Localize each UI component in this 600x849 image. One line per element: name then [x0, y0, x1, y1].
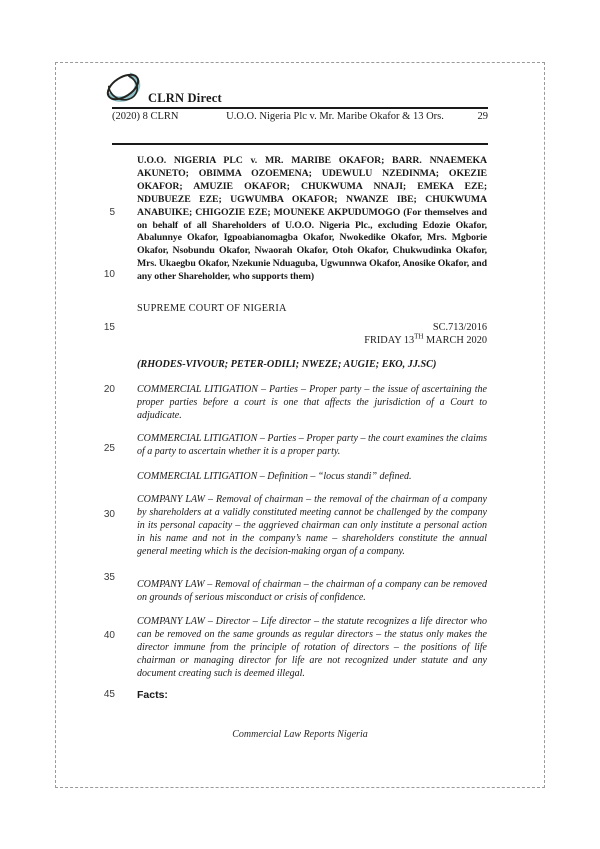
- line-number-5: 5: [109, 207, 115, 218]
- facts-heading: Facts:: [137, 689, 168, 701]
- line-number-20: 20: [103, 384, 115, 395]
- header-rule-top: [112, 107, 488, 109]
- case-caption: U.O.O. NIGERIA PLC v. MR. MARIBE OKAFOR; BARR. NNAEMEKA AKUNETO; OBIMMA OZOEMENA; UDEWULU NZEDINMA; OKEZIE OKAFOR; AMUZIE OKAFOR; CHUKWUMA NNAJI; EMEKA EZE; NDUBUEZE EZE; UGWUMBA OKAFOR; NWANZE IBE; CHUKWUMA ANABUIKE; CHIGOZIE EZE; MOUNEKE AKPUDUMOGO (For themselves and on behalf of all Shareholders of U.O.O. Nigeria Plc., excluding Edozie Okafor, Abalunnye Okafor, Igpoabianomagba Okafor, Nwokedike Okafor, Mrs. Mgborie Okafor, Nsobundu Okafor, Nwaorah Okafor, Otoh Okafor, Chukwudinka Okafor, Mrs. Ukaegbu Okafor, Nzekunie Nduaguba, Ugwunnwa Okafor, Anosike Okafor, and any other Shareholder, who supports them): [137, 155, 487, 283]
- line-number-25: 25: [103, 443, 115, 454]
- line-number-30: 30: [103, 509, 115, 520]
- hearing-date: FRIDAY 13TH MARCH 2020: [364, 332, 487, 346]
- footer-imprint: Commercial Law Reports Nigeria: [232, 729, 368, 740]
- suit-number: SC.713/2016: [432, 322, 487, 333]
- header-rule-bottom: [112, 143, 488, 145]
- page-border: [55, 62, 545, 788]
- headnote-paragraph: COMMERCIAL LITIGATION – Definition – “locus standi” defined.: [137, 471, 412, 482]
- headnote-paragraph: COMPANY LAW – Removal of chairman – the removal of the chairman of a company by shareholders at a validly constituted meeting cannot be challenged by the company in its personal capacity – the aggrieved chairman can only institute a personal action in his name and not in the company’s name – shareholders constitute the annual general meeting which is the decision-making organ of a company.: [137, 494, 487, 557]
- page-number: 29: [477, 111, 488, 122]
- report-citation: (2020) 8 CLRN: [112, 111, 179, 122]
- running-case-title: U.O.O. Nigeria Plc v. Mr. Maribe Okafor & 13 Ors.: [226, 111, 444, 122]
- brand-name: CLRN Direct: [148, 91, 222, 105]
- line-number-35: 35: [103, 572, 115, 583]
- line-number-15: 15: [103, 322, 115, 333]
- court-name: SUPREME COURT OF NIGERIA: [137, 303, 287, 314]
- headnote-paragraph: COMMERCIAL LITIGATION – Parties – Proper party – the court examines the claims of a party to ascertain whether it is a proper party.: [137, 433, 487, 457]
- date-ordinal-superscript: TH: [414, 332, 424, 341]
- coram-line: (RHODES-VIVOUR; PETER-ODILI; NWEZE; AUGIE; EKO, JJ.SC): [137, 359, 437, 370]
- clrn-logo-icon: [102, 68, 144, 108]
- line-number-10: 10: [103, 269, 115, 280]
- brand-block: [102, 66, 222, 108]
- headnote-paragraph: COMMERCIAL LITIGATION – Parties – Proper party – the issue of ascertaining the proper parties before a court is one that affects the jurisdiction of a Court to adjudicate.: [137, 384, 487, 421]
- running-head: [112, 111, 488, 122]
- line-number-40: 40: [103, 630, 115, 641]
- headnote-paragraph: COMPANY LAW – Removal of chairman – the chairman of a company can be removed on grounds of serious misconduct or crisis of confidence.: [137, 579, 487, 603]
- docket-block: [137, 321, 487, 347]
- headnote-paragraph: COMPANY LAW – Director – Life director – the statute recognizes a life director who can be removed on the same grounds as regular directors – the status only makes the director immune from the principle of rotation of directors – the positions of life chairman or managing director for life are not recognized under statute and any document creating such is deemed illegal.: [137, 616, 487, 679]
- line-number-45: 45: [103, 689, 115, 700]
